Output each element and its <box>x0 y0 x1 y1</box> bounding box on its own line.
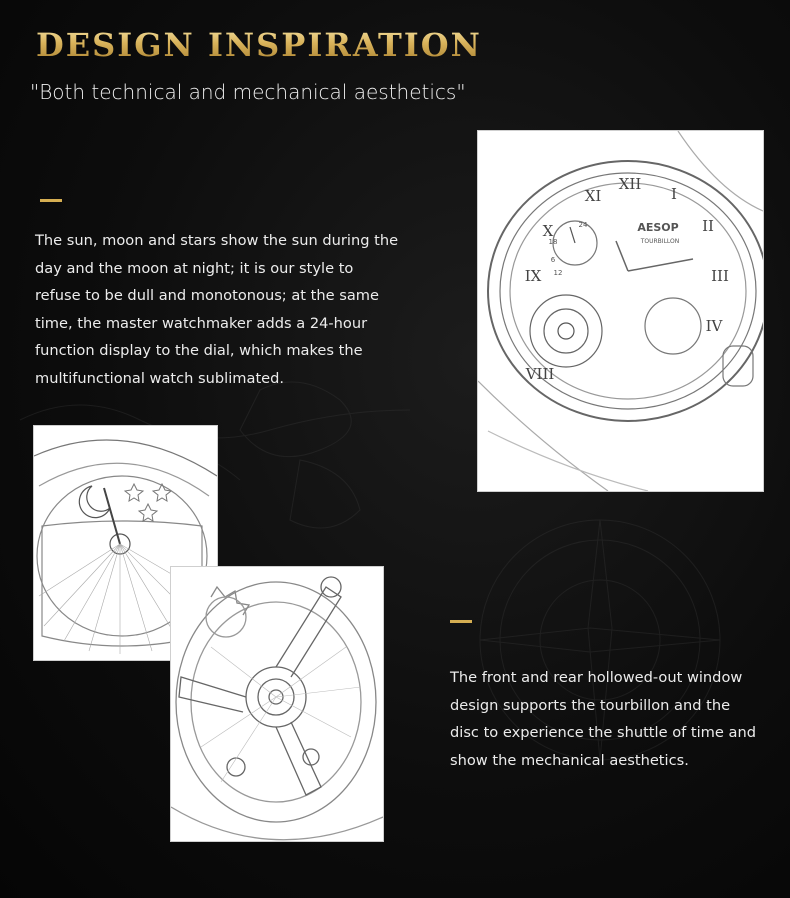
numeral-xii: XII <box>618 175 642 193</box>
numeral-viii: VIII <box>525 365 555 383</box>
numeral-ix: IX <box>524 267 542 285</box>
numeral-x: X <box>542 222 554 240</box>
watch-dial-image <box>477 130 764 492</box>
subdial-24: 24 <box>578 221 588 229</box>
watch-sketch <box>478 131 763 491</box>
numeral-iv: IV <box>705 317 723 335</box>
numeral-iii: III <box>711 267 729 285</box>
brand-logo: AESOP <box>637 221 679 234</box>
numeral-xi: XI <box>584 187 602 205</box>
section2-accent-dash <box>450 620 472 623</box>
numeral-i: I <box>671 185 677 203</box>
numeral-ii: II <box>702 217 714 235</box>
subdial-18: 18 <box>548 238 558 246</box>
subdial-6: 6 <box>550 256 556 264</box>
page-subtitle: "Both technical and mechanical aesthetics" <box>30 80 466 104</box>
tourbillon-image <box>170 566 384 842</box>
section1-accent-dash <box>40 199 62 202</box>
page-title: DESIGN INSPIRATION <box>36 26 482 64</box>
subdial-12: 12 <box>553 269 563 277</box>
tourbillon-sketch <box>171 567 383 841</box>
model-label: TOURBILLON <box>640 238 680 245</box>
section2-paragraph: The front and rear hollowed-out window design supports the tourbillon and the disc to experience the shuttle of time and show the mechanical aesthetics. <box>450 669 756 769</box>
section1-paragraph: The sun, moon and stars show the sun during the day and the moon at night; it is our style to refuse to be dull and monotonous; at the same time, the master watchmaker adds a 24-hour function display to the dial, which makes the multifunctional watch sublimated. <box>35 232 399 387</box>
